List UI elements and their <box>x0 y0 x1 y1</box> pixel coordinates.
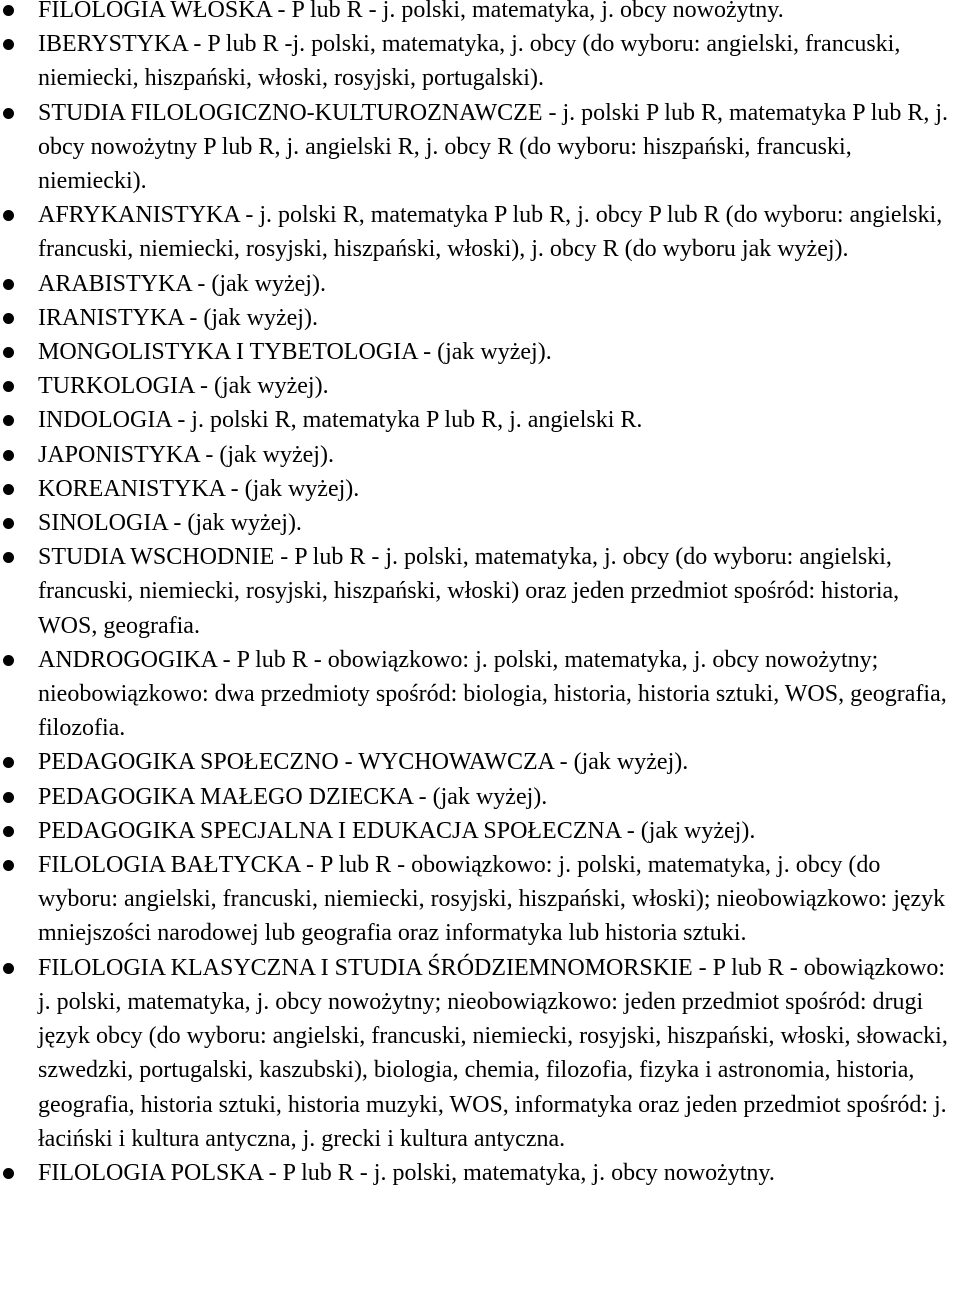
bullet-icon <box>3 860 14 871</box>
bullet-icon <box>3 757 14 768</box>
list-item-japonistyka <box>0 438 960 472</box>
list-item-afrykanistyka <box>0 198 960 266</box>
list-item-studia-filologiczno-kulturoznawcze <box>0 96 960 199</box>
bullet-icon <box>3 39 14 50</box>
list-item-text: STUDIA WSCHODNIE - P lub R - j. polski, matematyka, j. obcy (do wyboru: angielski, francuski, niemiecki, rosyjski, hiszpański, włoski) oraz jeden przedmiot spośród: historia, WOS, geografia. <box>38 544 900 639</box>
list-item-text: PEDAGOGIKA MAŁEGO DZIECKA - (jak wyżej). <box>38 783 548 810</box>
list-item-text: FILOLOGIA WŁOSKA - P lub R - j. polski, matematyka, j. obcy nowożytny. <box>38 0 784 23</box>
bullet-icon <box>3 210 14 221</box>
list-item-filologia-baltycka <box>0 848 960 951</box>
list-item-text: MONGOLISTYKA I TYBETOLOGIA - (jak wyżej). <box>38 339 552 366</box>
list-item-pedagogika-specjalna <box>0 814 960 848</box>
list-item-text: JAPONISTYKA - (jak wyżej). <box>38 441 334 468</box>
bullet-icon <box>3 313 14 324</box>
list-item-text: PEDAGOGIKA SPECJALNA I EDUKACJA SPOŁECZNA - (jak wyżej). <box>38 817 756 844</box>
list-item-text: ANDROGOGIKA - P lub R - obowiązkowo: j. polski, matematyka, j. obcy nowożytny; nieobowiązkowo: dwa przedmioty spośród: biologia, historia, historia sztuki, WOS, geografia, filozofia. <box>38 646 947 742</box>
list-item-text: KOREANISTYKA - (jak wyżej). <box>38 475 360 502</box>
list-item-indologia <box>0 403 960 437</box>
bullet-icon <box>3 655 14 666</box>
list-item-text: IBERYSTYKA - P lub R -j. polski, matematyka, j. obcy (do wyboru: angielski, francuski, niemiecki, hiszpański, włoski, rosyjski, portugalski). <box>38 31 901 92</box>
bullet-icon <box>3 5 14 16</box>
list-item-text: FILOLOGIA POLSKA - P lub R - j. polski, matematyka, j. obcy nowożytny. <box>38 1159 775 1186</box>
bullet-icon <box>3 1168 14 1179</box>
list-item-sinologia <box>0 506 960 540</box>
bullet-icon <box>3 450 14 461</box>
bullet-icon <box>3 963 14 974</box>
list-item-arabistyka <box>0 267 960 301</box>
list-item-text: TURKOLOGIA - (jak wyżej). <box>38 373 329 400</box>
bullet-icon <box>3 415 14 426</box>
list-item-text: IRANISTYKA - (jak wyżej). <box>38 304 318 331</box>
bullet-icon <box>3 108 14 119</box>
list-item-pedagogika-malego-dziecka <box>0 780 960 814</box>
bullet-icon <box>3 518 14 529</box>
list-item-androgogika <box>0 643 960 746</box>
list-item-pedagogika-spoleczno-wychowawcza <box>0 745 960 779</box>
list-item-text: AFRYKANISTYKA - j. polski R, matematyka P lub R, j. obcy P lub R (do wyboru: angielski, francuski, niemiecki, rosyjski, hiszpański, włoski), j. obcy R (do wyboru jak wyżej). <box>38 202 943 263</box>
list-item-koreanistyka <box>0 472 960 506</box>
list-item-text: ARABISTYKA - (jak wyżej). <box>38 270 326 297</box>
bullet-icon <box>3 347 14 358</box>
bullet-icon <box>3 792 14 803</box>
list-item-text: SINOLOGIA - (jak wyżej). <box>38 510 302 537</box>
list-item-text: FILOLOGIA BAŁTYCKA - P lub R - obowiązkowo: j. polski, matematyka, j. obcy (do wyboru: angielski, francuski, niemiecki, rosyjski, hiszpański, włoski); nieobowiązkowo: język mniejszości narodowej lub geografia oraz informatyka lub historia sztuki. <box>38 852 946 947</box>
bullet-icon <box>3 381 14 392</box>
list-item-iberystyka <box>0 27 960 95</box>
list-item-text: PEDAGOGIKA SPOŁECZNO - WYCHOWAWCZA - (jak wyżej). <box>38 749 689 776</box>
list-item-text: INDOLOGIA - j. polski R, matematyka P lub R, j. angielski R. <box>38 407 643 434</box>
list-item-text: STUDIA FILOLOGICZNO-KULTUROZNAWCZE - j. polski P lub R, matematyka P lub R, j. obcy nowożytny P lub R, j. angielski R, j. obcy R (do wyboru: hiszpański, francuski, niemiecki). <box>38 99 949 195</box>
list-item-iranistyka <box>0 301 960 335</box>
list-item-filologia-polska <box>0 1156 960 1190</box>
bullet-icon <box>3 279 14 290</box>
bullet-icon <box>3 484 14 495</box>
list-item-mongolistyka <box>0 335 960 369</box>
list-item-turkologia <box>0 369 960 403</box>
list-item-text: FILOLOGIA KLASYCZNA I STUDIA ŚRÓDZIEMNOMORSKIE - P lub R - obowiązkowo: j. polski, matematyka, j. obcy nowożytny; nieobowiązkowo: jeden przedmiot spośród: drugi język obcy (do wyboru: angielski, francuski, niemiecki, rosyjski, hiszpański, włoski, słowacki, szwedzki, portugalski, kaszubski), biologia, chemia, filozofia, fizyka i astronomia, historia, geografia, historia sztuki, historia muzyki, WOS, informatyka oraz jeden przedmiot spośród: j. łaciński i kultura antyczna, j. grecki i kultura antyczna. <box>38 954 948 1152</box>
list-item-filologia-klasyczna <box>0 951 960 1156</box>
bullet-icon <box>3 826 14 837</box>
bullet-icon <box>3 552 14 563</box>
list-item-studia-wschodnie <box>0 540 960 643</box>
list-item-filologia-wloska <box>0 0 960 27</box>
